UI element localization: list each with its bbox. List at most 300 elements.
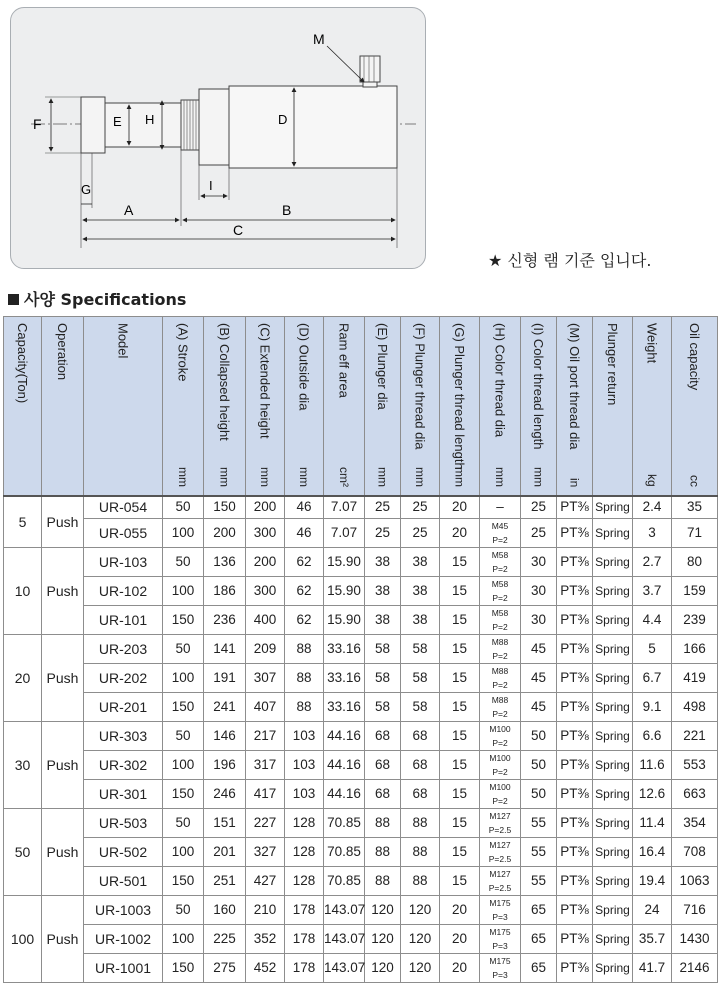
column-header: [440, 317, 480, 497]
column-header-unit: kg: [645, 474, 659, 487]
pthread-cell: 58: [401, 692, 440, 721]
outside-cell: 128: [285, 837, 324, 866]
clen-cell: 50: [521, 750, 557, 779]
color-thread-pitch: P=3: [492, 940, 508, 951]
weight-cell: 6.6: [633, 721, 672, 750]
plen-cell: 15: [440, 576, 480, 605]
area-cell: 15.90: [324, 605, 365, 634]
column-header-label: (F) Plunger thread dia: [412, 323, 428, 450]
oil-cell: 1063: [672, 866, 718, 895]
pthread-cell: 38: [401, 547, 440, 576]
oil-cell: 716: [672, 895, 718, 924]
model-cell: UR-503: [84, 808, 163, 837]
section-title-text: 사양 Specifications: [24, 290, 187, 309]
color-thread-cell: [480, 866, 521, 895]
collapsed-cell: 151: [204, 808, 246, 837]
table-row: [4, 779, 718, 808]
clen-cell: 55: [521, 808, 557, 837]
collapsed-cell: 186: [204, 576, 246, 605]
extended-cell: 452: [246, 953, 285, 982]
color-thread-cell: –: [480, 496, 521, 518]
table-row: [4, 808, 718, 837]
column-header: [324, 317, 365, 497]
column-header-unit: mm: [375, 467, 390, 487]
oil-cell: 71: [672, 518, 718, 547]
color-thread-cell: [480, 895, 521, 924]
pthread-cell: 120: [401, 924, 440, 953]
ret-cell: Spring: [593, 605, 633, 634]
label-g: G: [81, 182, 92, 197]
clen-cell: 45: [521, 634, 557, 663]
column-header-label: Weight: [644, 323, 660, 364]
plen-cell: 20: [440, 518, 480, 547]
collapsed-cell: 146: [204, 721, 246, 750]
cylinder-dimension-diagram: [10, 7, 426, 269]
port-cell: PT⅜: [557, 750, 593, 779]
column-header-label: Ram eff area: [336, 323, 352, 398]
oil-cell: 239: [672, 605, 718, 634]
cylinder-drawing: [11, 8, 427, 270]
oil-cell: 663: [672, 779, 718, 808]
model-cell: UR-301: [84, 779, 163, 808]
plunger-cell: 68: [365, 779, 401, 808]
column-header: [401, 317, 440, 497]
color-thread-size: M88: [491, 665, 509, 676]
ret-cell: Spring: [593, 750, 633, 779]
stroke-cell: 150: [163, 605, 204, 634]
ret-cell: Spring: [593, 518, 633, 547]
weight-cell: 24: [633, 895, 672, 924]
outside-cell: 62: [285, 605, 324, 634]
model-cell: UR-102: [84, 576, 163, 605]
table-row: [4, 924, 718, 953]
label-f: F: [33, 116, 42, 132]
color-thread-pitch: P=2.5: [488, 882, 512, 893]
column-header-unit: cm²: [337, 467, 351, 487]
table-row: [4, 663, 718, 692]
collapsed-cell: 160: [204, 895, 246, 924]
column-header-label: Capacity(Ton): [15, 323, 30, 404]
weight-cell: 19.4: [633, 866, 672, 895]
collapsed-cell: 141: [204, 634, 246, 663]
collapsed-cell: 251: [204, 866, 246, 895]
label-c: C: [233, 222, 244, 238]
plen-cell: 20: [440, 895, 480, 924]
plunger-cell: 25: [365, 518, 401, 547]
column-header-label: (B) Collapsed height: [217, 323, 232, 441]
column-header-label: (E) Plunger dia: [375, 323, 390, 410]
table-row: [4, 576, 718, 605]
operation-cell: Push: [42, 547, 84, 634]
plunger-cell: 58: [365, 634, 401, 663]
ret-cell: Spring: [593, 924, 633, 953]
extended-cell: 417: [246, 779, 285, 808]
collapsed-cell: 241: [204, 692, 246, 721]
plunger-cell: 88: [365, 808, 401, 837]
column-header-unit: mm: [297, 467, 311, 487]
ret-cell: Spring: [593, 953, 633, 982]
stroke-cell: 150: [163, 779, 204, 808]
table-row: [4, 721, 718, 750]
column-header-unit: mm: [531, 467, 546, 487]
model-cell: UR-201: [84, 692, 163, 721]
plen-cell: 15: [440, 721, 480, 750]
table-body: [4, 496, 718, 982]
area-cell: 44.16: [324, 721, 365, 750]
ret-cell: Spring: [593, 808, 633, 837]
collapsed-cell: 225: [204, 924, 246, 953]
color-thread-pitch: P=2: [492, 795, 508, 806]
color-thread-pitch: P=2: [492, 708, 508, 719]
color-thread-pitch: P=3: [492, 911, 508, 922]
outside-cell: 178: [285, 924, 324, 953]
plen-cell: 20: [440, 953, 480, 982]
weight-cell: 16.4: [633, 837, 672, 866]
area-cell: 33.16: [324, 663, 365, 692]
column-header: [633, 317, 672, 497]
clen-cell: 50: [521, 721, 557, 750]
ret-cell: Spring: [593, 837, 633, 866]
port-cell: PT⅜: [557, 634, 593, 663]
label-b: B: [282, 202, 292, 218]
operation-cell: Push: [42, 496, 84, 547]
stroke-cell: 150: [163, 692, 204, 721]
table-row: [4, 953, 718, 982]
clen-cell: 45: [521, 692, 557, 721]
pthread-cell: 58: [401, 663, 440, 692]
color-thread-cell: [480, 750, 521, 779]
capacity-cell: 5: [4, 496, 42, 547]
ret-cell: Spring: [593, 721, 633, 750]
column-header-unit: mm: [452, 467, 467, 487]
color-thread-size: M175: [489, 926, 511, 937]
oil-cell: 708: [672, 837, 718, 866]
area-cell: 70.85: [324, 837, 365, 866]
extended-cell: 300: [246, 576, 285, 605]
color-thread-size: M100: [489, 723, 511, 734]
column-header-unit: mm: [217, 467, 232, 487]
color-thread-size: M100: [489, 752, 511, 763]
plen-cell: 15: [440, 634, 480, 663]
oil-cell: 553: [672, 750, 718, 779]
area-cell: 7.07: [324, 518, 365, 547]
plunger-cell: 88: [365, 866, 401, 895]
weight-cell: 11.4: [633, 808, 672, 837]
table-row: [4, 496, 718, 518]
clen-cell: 30: [521, 605, 557, 634]
pthread-cell: 58: [401, 634, 440, 663]
weight-cell: 3: [633, 518, 672, 547]
table-row: [4, 547, 718, 576]
color-thread-cell: [480, 692, 521, 721]
outside-cell: 128: [285, 866, 324, 895]
label-m: M: [313, 31, 325, 47]
column-header-label: (H) Color thread dia: [492, 323, 508, 438]
ret-cell: Spring: [593, 576, 633, 605]
plen-cell: 20: [440, 496, 480, 518]
column-header-unit: mm: [258, 467, 272, 487]
color-thread-pitch: P=2.5: [488, 853, 512, 864]
plunger-cell: 88: [365, 837, 401, 866]
stroke-cell: 100: [163, 576, 204, 605]
capacity-cell: 50: [4, 808, 42, 895]
color-thread-pitch: P=2: [492, 650, 508, 661]
outside-cell: 88: [285, 634, 324, 663]
color-thread-size: M127: [489, 810, 511, 821]
pthread-cell: 88: [401, 837, 440, 866]
oil-cell: 35: [672, 496, 718, 518]
area-cell: 33.16: [324, 634, 365, 663]
square-bullet-icon: [8, 294, 19, 305]
extended-cell: 200: [246, 547, 285, 576]
outside-cell: 178: [285, 953, 324, 982]
area-cell: 44.16: [324, 750, 365, 779]
clen-cell: 50: [521, 779, 557, 808]
label-i: I: [209, 178, 213, 193]
column-header-label: (C) Extended height: [257, 323, 273, 439]
plen-cell: 15: [440, 547, 480, 576]
color-thread-pitch: P=2: [492, 592, 508, 603]
port-cell: PT⅜: [557, 866, 593, 895]
pthread-cell: 88: [401, 808, 440, 837]
outside-cell: 46: [285, 518, 324, 547]
collapsed-cell: 200: [204, 518, 246, 547]
oil-cell: 498: [672, 692, 718, 721]
collapsed-cell: 246: [204, 779, 246, 808]
plen-cell: 15: [440, 605, 480, 634]
pthread-cell: 25: [401, 518, 440, 547]
table-row: [4, 605, 718, 634]
port-cell: PT⅜: [557, 576, 593, 605]
extended-cell: 210: [246, 895, 285, 924]
model-cell: UR-103: [84, 547, 163, 576]
ret-cell: Spring: [593, 663, 633, 692]
model-cell: UR-101: [84, 605, 163, 634]
operation-cell: Push: [42, 634, 84, 721]
color-thread-pitch: P=2.5: [488, 824, 512, 835]
port-cell: PT⅜: [557, 663, 593, 692]
oil-cell: 159: [672, 576, 718, 605]
extended-cell: 317: [246, 750, 285, 779]
stroke-cell: 50: [163, 721, 204, 750]
color-thread-size: M88: [491, 636, 509, 647]
column-header-label: Plunger return: [605, 323, 620, 406]
stroke-cell: 50: [163, 547, 204, 576]
port-cell: PT⅜: [557, 496, 593, 518]
pthread-cell: 38: [401, 576, 440, 605]
column-header: [672, 317, 718, 497]
column-header-unit: mm: [493, 467, 507, 487]
color-thread-size: M58: [491, 578, 509, 589]
plen-cell: 15: [440, 692, 480, 721]
ret-cell: Spring: [593, 692, 633, 721]
column-header: [285, 317, 324, 497]
oil-cell: 354: [672, 808, 718, 837]
weight-cell: 5: [633, 634, 672, 663]
column-header-label: Oil capacity: [687, 323, 702, 391]
plen-cell: 15: [440, 837, 480, 866]
pthread-cell: 68: [401, 779, 440, 808]
stroke-cell: 100: [163, 518, 204, 547]
port-cell: PT⅜: [557, 924, 593, 953]
plunger-cell: 68: [365, 750, 401, 779]
column-header-label: Operation: [55, 323, 70, 381]
port-cell: PT⅜: [557, 895, 593, 924]
stroke-cell: 50: [163, 895, 204, 924]
extended-cell: 300: [246, 518, 285, 547]
column-header-unit: mm: [413, 467, 427, 487]
outside-cell: 46: [285, 496, 324, 518]
column-header-label: (D) Outside dia: [296, 323, 312, 411]
column-header: [521, 317, 557, 497]
label-e: E: [113, 114, 122, 129]
color-thread-cell: [480, 721, 521, 750]
model-cell: UR-202: [84, 663, 163, 692]
pthread-cell: 68: [401, 721, 440, 750]
collapsed-cell: 150: [204, 496, 246, 518]
pthread-cell: 120: [401, 953, 440, 982]
outside-cell: 88: [285, 663, 324, 692]
color-thread-size: M127: [489, 868, 511, 879]
color-thread-pitch: P=2: [492, 534, 508, 545]
area-cell: 33.16: [324, 692, 365, 721]
plen-cell: 15: [440, 779, 480, 808]
pthread-cell: 68: [401, 750, 440, 779]
column-header: [4, 317, 42, 497]
column-header-label: (I) Color thread length: [531, 323, 546, 450]
area-cell: 143.07: [324, 924, 365, 953]
color-thread-size: M88: [491, 694, 509, 705]
area-cell: 143.07: [324, 895, 365, 924]
outside-cell: 128: [285, 808, 324, 837]
table-row: [4, 692, 718, 721]
port-cell: PT⅜: [557, 953, 593, 982]
color-thread-cell: [480, 808, 521, 837]
area-cell: 70.85: [324, 866, 365, 895]
weight-cell: 4.4: [633, 605, 672, 634]
model-cell: UR-303: [84, 721, 163, 750]
oil-cell: 221: [672, 721, 718, 750]
plen-cell: 15: [440, 663, 480, 692]
clen-cell: 45: [521, 663, 557, 692]
collapsed-cell: 196: [204, 750, 246, 779]
spec-table: [3, 316, 718, 983]
stroke-cell: 50: [163, 808, 204, 837]
outside-cell: 178: [285, 895, 324, 924]
extended-cell: 209: [246, 634, 285, 663]
extended-cell: 307: [246, 663, 285, 692]
color-thread-pitch: P=2: [492, 563, 508, 574]
oil-cell: 166: [672, 634, 718, 663]
collapsed-cell: 191: [204, 663, 246, 692]
column-header: [163, 317, 204, 497]
extended-cell: 200: [246, 496, 285, 518]
weight-cell: 2.7: [633, 547, 672, 576]
collapsed-cell: 201: [204, 837, 246, 866]
pthread-cell: 88: [401, 866, 440, 895]
color-thread-pitch: P=2: [492, 766, 508, 777]
extended-cell: 352: [246, 924, 285, 953]
operation-cell: Push: [42, 808, 84, 895]
stroke-cell: 100: [163, 663, 204, 692]
ret-cell: Spring: [593, 895, 633, 924]
area-cell: 7.07: [324, 496, 365, 518]
weight-cell: 11.6: [633, 750, 672, 779]
color-thread-cell: [480, 953, 521, 982]
table-row: [4, 866, 718, 895]
port-cell: PT⅜: [557, 808, 593, 837]
color-thread-size: M45: [491, 520, 509, 531]
model-cell: UR-054: [84, 496, 163, 518]
extended-cell: 327: [246, 837, 285, 866]
clen-cell: 55: [521, 866, 557, 895]
outside-cell: 62: [285, 547, 324, 576]
color-thread-pitch: P=2: [492, 737, 508, 748]
table-row: [4, 750, 718, 779]
column-header: [593, 317, 633, 497]
color-thread-cell: [480, 837, 521, 866]
plunger-cell: 120: [365, 924, 401, 953]
label-h: H: [145, 112, 155, 127]
model-cell: UR-302: [84, 750, 163, 779]
plunger-cell: 120: [365, 953, 401, 982]
weight-cell: 9.1: [633, 692, 672, 721]
extended-cell: 217: [246, 721, 285, 750]
table-row: [4, 634, 718, 663]
label-a: A: [124, 202, 134, 218]
collapsed-cell: 236: [204, 605, 246, 634]
area-cell: 70.85: [324, 808, 365, 837]
oil-cell: 80: [672, 547, 718, 576]
clen-cell: 65: [521, 953, 557, 982]
stroke-cell: 50: [163, 496, 204, 518]
outside-cell: 103: [285, 750, 324, 779]
clen-cell: 30: [521, 547, 557, 576]
color-thread-cell: [480, 547, 521, 576]
table-row: [4, 895, 718, 924]
plen-cell: 15: [440, 808, 480, 837]
capacity-cell: 30: [4, 721, 42, 808]
outside-cell: 62: [285, 576, 324, 605]
clen-cell: 55: [521, 837, 557, 866]
weight-cell: 35.7: [633, 924, 672, 953]
oil-cell: 1430: [672, 924, 718, 953]
outside-cell: 103: [285, 779, 324, 808]
column-header-unit: mm: [176, 467, 190, 487]
table-row: [4, 518, 718, 547]
model-cell: UR-1003: [84, 895, 163, 924]
plunger-cell: 38: [365, 605, 401, 634]
column-header-label: Model: [115, 323, 131, 359]
column-header: [84, 317, 163, 497]
stroke-cell: 50: [163, 634, 204, 663]
plunger-cell: 68: [365, 721, 401, 750]
plunger-cell: 38: [365, 547, 401, 576]
color-thread-size: M175: [489, 897, 511, 908]
collapsed-cell: 275: [204, 953, 246, 982]
port-cell: PT⅜: [557, 547, 593, 576]
model-cell: UR-501: [84, 866, 163, 895]
capacity-cell: 10: [4, 547, 42, 634]
column-header-unit: in: [567, 477, 582, 487]
plunger-cell: 38: [365, 576, 401, 605]
clen-cell: 65: [521, 895, 557, 924]
color-thread-pitch: P=2: [492, 621, 508, 632]
oil-cell: 419: [672, 663, 718, 692]
area-cell: 44.16: [324, 779, 365, 808]
extended-cell: 427: [246, 866, 285, 895]
ret-cell: Spring: [593, 547, 633, 576]
